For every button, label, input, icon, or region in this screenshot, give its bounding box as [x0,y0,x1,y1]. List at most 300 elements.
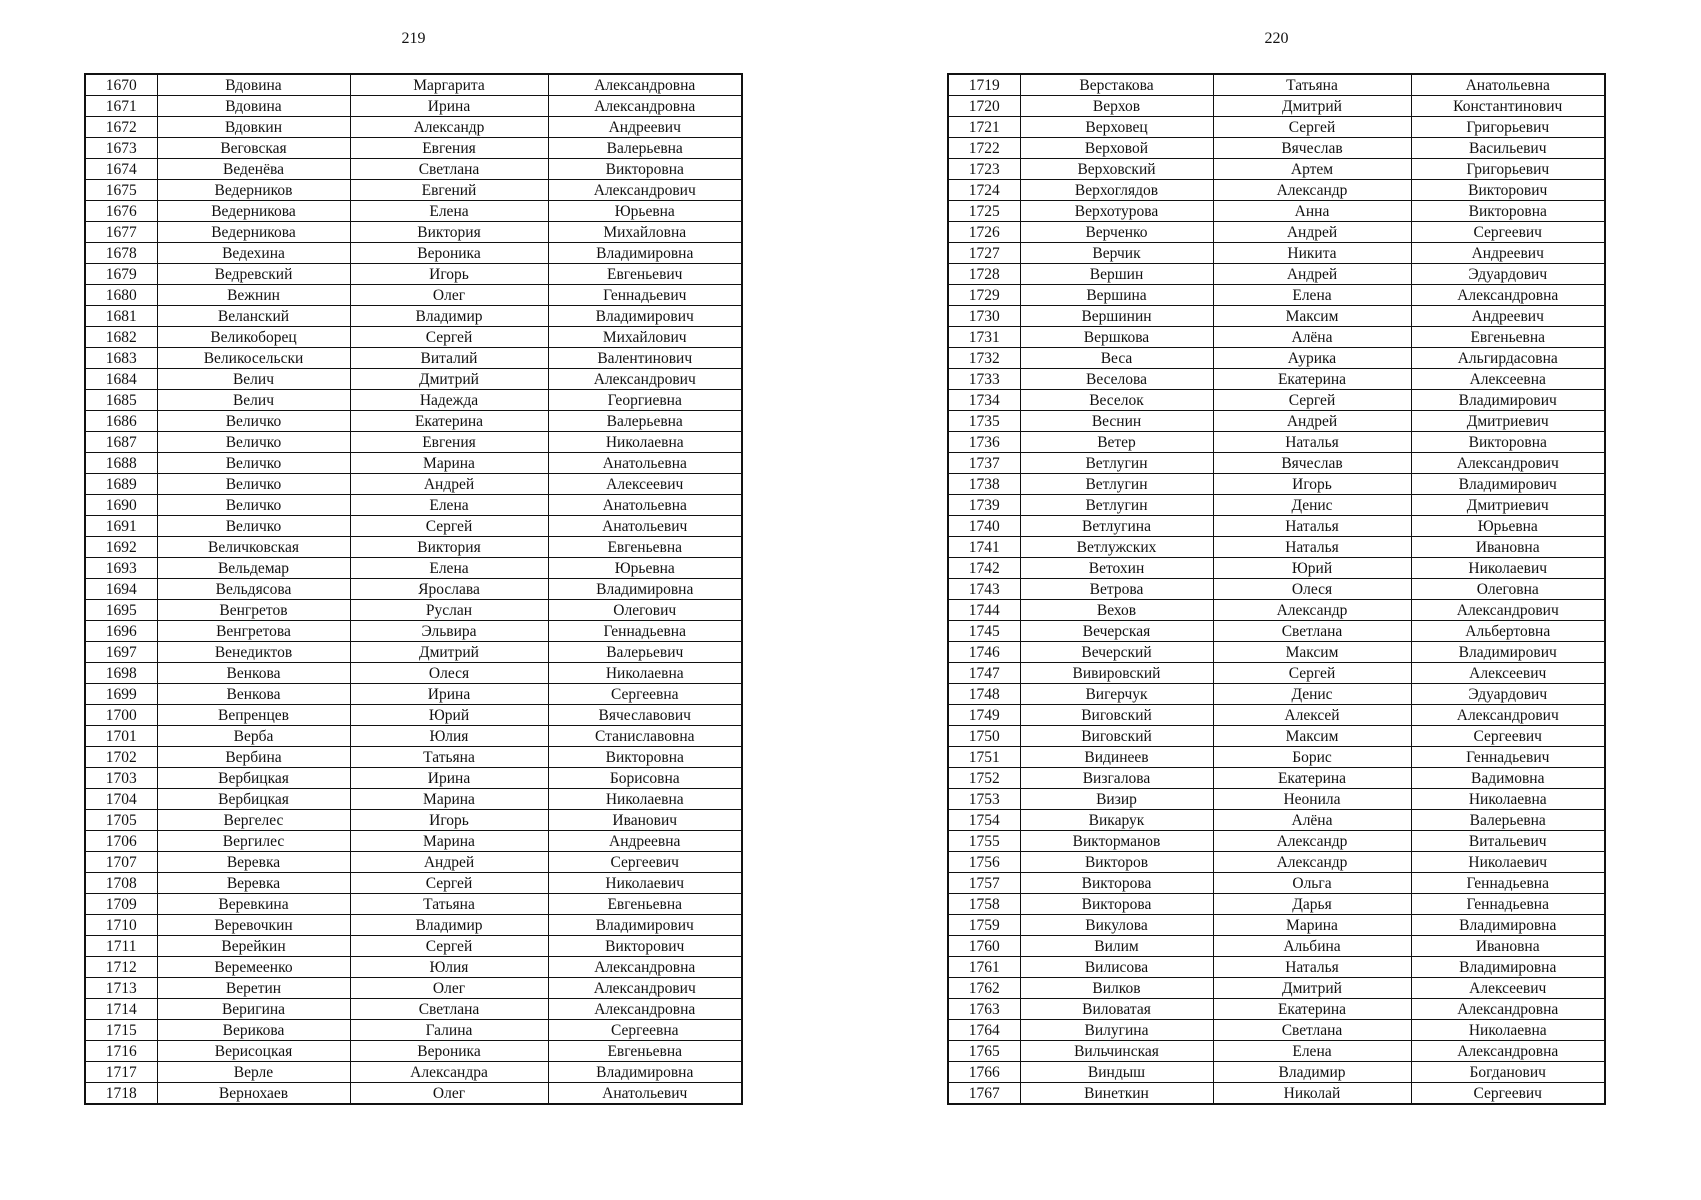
table-row [948,159,1605,180]
last-name-cell: Венедиктов [157,642,350,663]
last-name-cell: Величко [157,432,350,453]
last-name-cell: Веланский [157,306,350,327]
patronymic-cell: Геннадьевич [1411,747,1605,768]
table-row [85,621,742,642]
row-number-cell: 1727 [948,243,1020,264]
table-row [85,516,742,537]
table-row [948,747,1605,768]
row-number-cell: 1756 [948,852,1020,873]
patronymic-cell: Николаевна [548,432,742,453]
table-row [948,1062,1605,1083]
row-number-cell: 1692 [85,537,157,558]
patronymic-cell: Борисовна [548,768,742,789]
first-name-cell: Денис [1213,684,1411,705]
first-name-cell: Александра [350,1062,548,1083]
table-row [85,642,742,663]
patronymic-cell: Богданович [1411,1062,1605,1083]
row-number-cell: 1670 [85,74,157,96]
row-number-cell: 1710 [85,915,157,936]
first-name-cell: Дмитрий [1213,978,1411,999]
table-row [948,243,1605,264]
last-name-cell: Визгалова [1020,768,1213,789]
table-row [85,768,742,789]
first-name-cell: Максим [1213,726,1411,747]
table-row [948,96,1605,117]
row-number-cell: 1679 [85,264,157,285]
last-name-cell: Вергилес [157,831,350,852]
row-number-cell: 1731 [948,327,1020,348]
patronymic-cell: Владимирович [1411,474,1605,495]
row-number-cell: 1724 [948,180,1020,201]
last-name-cell: Виговский [1020,705,1213,726]
patronymic-cell: Олегович [548,600,742,621]
patronymic-cell: Владимировна [1411,957,1605,978]
patronymic-cell: Олеговна [1411,579,1605,600]
first-name-cell: Сергей [350,936,548,957]
first-name-cell: Марина [350,831,548,852]
row-number-cell: 1708 [85,873,157,894]
first-name-cell: Игорь [1213,474,1411,495]
last-name-cell: Веденёва [157,159,350,180]
row-number-cell: 1699 [85,684,157,705]
patronymic-cell: Александрович [548,369,742,390]
patronymic-cell: Владимировна [548,1062,742,1083]
row-number-cell: 1762 [948,978,1020,999]
last-name-cell: Ветер [1020,432,1213,453]
table-row [85,894,742,915]
patronymic-cell: Вячеславович [548,705,742,726]
row-number-cell: 1758 [948,894,1020,915]
last-name-cell: Вивировский [1020,663,1213,684]
first-name-cell: Олег [350,978,548,999]
first-name-cell: Надежда [350,390,548,411]
table-row [948,957,1605,978]
table-row [85,957,742,978]
table-row [85,579,742,600]
last-name-cell: Вигерчук [1020,684,1213,705]
first-name-cell: Сергей [350,327,548,348]
table-row [85,348,742,369]
last-name-cell: Вербицкая [157,768,350,789]
patronymic-cell: Александрович [1411,453,1605,474]
table-row [85,117,742,138]
table-row [948,873,1605,894]
first-name-cell: Аурика [1213,348,1411,369]
patronymic-cell: Альбертовна [1411,621,1605,642]
row-number-cell: 1693 [85,558,157,579]
patronymic-cell: Эдуардович [1411,264,1605,285]
first-name-cell: Екатерина [350,411,548,432]
table-row [948,789,1605,810]
last-name-cell: Викторова [1020,894,1213,915]
row-number-cell: 1746 [948,642,1020,663]
row-number-cell: 1671 [85,96,157,117]
first-name-cell: Екатерина [1213,999,1411,1020]
table-row [948,453,1605,474]
table-row [948,348,1605,369]
first-name-cell: Александр [1213,831,1411,852]
first-name-cell: Елена [1213,285,1411,306]
first-name-cell: Александр [350,117,548,138]
table-row [85,747,742,768]
first-name-cell: Андрей [350,852,548,873]
first-name-cell: Татьяна [1213,74,1411,96]
patronymic-cell: Юрьевна [548,558,742,579]
patronymic-cell: Станиславовна [548,726,742,747]
row-number-cell: 1684 [85,369,157,390]
first-name-cell: Владимир [350,306,548,327]
last-name-cell: Величко [157,516,350,537]
patronymic-cell: Дмитриевич [1411,411,1605,432]
patronymic-cell: Викторович [548,936,742,957]
table-row [948,537,1605,558]
patronymic-cell: Витальевич [1411,831,1605,852]
table-row [948,810,1605,831]
table-row [85,411,742,432]
patronymic-cell: Николаевна [1411,789,1605,810]
row-number-cell: 1673 [85,138,157,159]
last-name-cell: Вершинин [1020,306,1213,327]
row-number-cell: 1743 [948,579,1020,600]
row-number-cell: 1739 [948,495,1020,516]
table-row [85,138,742,159]
table-row [85,222,742,243]
last-name-cell: Верикова [157,1020,350,1041]
row-number-cell: 1672 [85,117,157,138]
last-name-cell: Ветрова [1020,579,1213,600]
row-number-cell: 1755 [948,831,1020,852]
table-row [948,831,1605,852]
patronymic-cell: Юрьевна [548,201,742,222]
patronymic-cell: Геннадьевич [548,285,742,306]
row-number-cell: 1689 [85,474,157,495]
table-row [948,621,1605,642]
patronymic-cell: Александровна [1411,1041,1605,1062]
row-number-cell: 1716 [85,1041,157,1062]
last-name-cell: Викторманов [1020,831,1213,852]
patronymic-cell: Алексеевич [548,474,742,495]
last-name-cell: Венгретов [157,600,350,621]
table-row [948,936,1605,957]
first-name-cell: Никита [1213,243,1411,264]
table-row [948,222,1605,243]
last-name-cell: Вельдемар [157,558,350,579]
first-name-cell: Ирина [350,96,548,117]
row-number-cell: 1703 [85,768,157,789]
patronymic-cell: Валерьевич [548,642,742,663]
first-name-cell: Денис [1213,495,1411,516]
row-number-cell: 1707 [85,852,157,873]
row-number-cell: 1709 [85,894,157,915]
table-row [85,726,742,747]
last-name-cell: Вилисова [1020,957,1213,978]
table-row [948,201,1605,222]
row-number-cell: 1712 [85,957,157,978]
row-number-cell: 1688 [85,453,157,474]
last-name-cell: Вдовина [157,96,350,117]
first-name-cell: Алёна [1213,327,1411,348]
first-name-cell: Олег [350,285,548,306]
row-number-cell: 1764 [948,1020,1020,1041]
table-row [85,327,742,348]
first-name-cell: Елена [350,558,548,579]
patronymic-cell: Григорьевич [1411,117,1605,138]
row-number-cell: 1706 [85,831,157,852]
table-row [948,516,1605,537]
row-number-cell: 1765 [948,1041,1020,1062]
patronymic-cell: Александровна [548,74,742,96]
first-name-cell: Елена [1213,1041,1411,1062]
last-name-cell: Верстакова [1020,74,1213,96]
last-name-cell: Видинеев [1020,747,1213,768]
patronymic-cell: Евгеньевна [548,894,742,915]
patronymic-cell: Викторовна [548,159,742,180]
first-name-cell: Евгения [350,432,548,453]
first-name-cell: Эльвира [350,621,548,642]
first-name-cell: Владимир [1213,1062,1411,1083]
row-number-cell: 1722 [948,138,1020,159]
row-number-cell: 1728 [948,264,1020,285]
last-name-cell: Вепренцев [157,705,350,726]
table-row [85,159,742,180]
first-name-cell: Елена [350,201,548,222]
table-row [948,180,1605,201]
last-name-cell: Ветлугин [1020,453,1213,474]
patronymic-cell: Александрович [1411,705,1605,726]
patronymic-cell: Геннадьевна [1411,894,1605,915]
patronymic-cell: Андреевич [548,117,742,138]
table-row [948,852,1605,873]
patronymic-cell: Анатольевич [548,1083,742,1105]
last-name-cell: Ведехина [157,243,350,264]
patronymic-cell: Викторович [1411,180,1605,201]
row-number-cell: 1720 [948,96,1020,117]
roster-table [947,73,1606,1105]
first-name-cell: Сергей [1213,390,1411,411]
patronymic-cell: Николаевна [548,663,742,684]
patronymic-cell: Ивановна [1411,537,1605,558]
row-number-cell: 1767 [948,1083,1020,1105]
first-name-cell: Игорь [350,264,548,285]
last-name-cell: Ветлужских [1020,537,1213,558]
first-name-cell: Татьяна [350,894,548,915]
first-name-cell: Сергей [350,873,548,894]
first-name-cell: Дмитрий [1213,96,1411,117]
first-name-cell: Сергей [1213,117,1411,138]
row-number-cell: 1711 [85,936,157,957]
first-name-cell: Александр [1213,600,1411,621]
first-name-cell: Игорь [350,810,548,831]
last-name-cell: Вершин [1020,264,1213,285]
first-name-cell: Наталья [1213,432,1411,453]
patronymic-cell: Алексеевна [1411,369,1605,390]
row-number-cell: 1705 [85,810,157,831]
row-number-cell: 1691 [85,516,157,537]
last-name-cell: Веселок [1020,390,1213,411]
patronymic-cell: Сергеевич [1411,1083,1605,1105]
patronymic-cell: Андреевна [548,831,742,852]
row-number-cell: 1675 [85,180,157,201]
last-name-cell: Вечерский [1020,642,1213,663]
first-name-cell: Анна [1213,201,1411,222]
row-number-cell: 1744 [948,600,1020,621]
last-name-cell: Верхотурова [1020,201,1213,222]
row-number-cell: 1754 [948,810,1020,831]
table-row [85,243,742,264]
last-name-cell: Вернохаев [157,1083,350,1105]
row-number-cell: 1690 [85,495,157,516]
patronymic-cell: Владимировна [548,243,742,264]
last-name-cell: Вильчинская [1020,1041,1213,1062]
table-row [85,180,742,201]
row-number-cell: 1761 [948,957,1020,978]
row-number-cell: 1719 [948,74,1020,96]
first-name-cell: Елена [350,495,548,516]
last-name-cell: Вежнин [157,285,350,306]
patronymic-cell: Анатольевна [1411,74,1605,96]
last-name-cell: Вербицкая [157,789,350,810]
patronymic-cell: Николаевна [548,789,742,810]
last-name-cell: Ветохин [1020,558,1213,579]
last-name-cell: Верховой [1020,138,1213,159]
first-name-cell: Евгения [350,138,548,159]
patronymic-cell: Николаевич [548,873,742,894]
last-name-cell: Венгретова [157,621,350,642]
last-name-cell: Веретин [157,978,350,999]
first-name-cell: Николай [1213,1083,1411,1105]
table-row [948,558,1605,579]
table-row [85,558,742,579]
first-name-cell: Наталья [1213,537,1411,558]
patronymic-cell: Анатольевна [548,495,742,516]
last-name-cell: Веремеенко [157,957,350,978]
first-name-cell: Олеся [1213,579,1411,600]
last-name-cell: Виловатая [1020,999,1213,1020]
first-name-cell: Альбина [1213,936,1411,957]
table-row [85,1041,742,1062]
last-name-cell: Велич [157,390,350,411]
patronymic-cell: Александрович [1411,600,1605,621]
last-name-cell: Вдовкин [157,117,350,138]
last-name-cell: Ведерникова [157,201,350,222]
row-number-cell: 1753 [948,789,1020,810]
first-name-cell: Светлана [1213,1020,1411,1041]
last-name-cell: Величко [157,474,350,495]
first-name-cell: Вероника [350,1041,548,1062]
table-row [948,642,1605,663]
row-number-cell: 1686 [85,411,157,432]
patronymic-cell: Алексеевич [1411,663,1605,684]
last-name-cell: Верчик [1020,243,1213,264]
table-row [85,495,742,516]
row-number-cell: 1683 [85,348,157,369]
first-name-cell: Андрей [1213,411,1411,432]
row-number-cell: 1701 [85,726,157,747]
last-name-cell: Верле [157,1062,350,1083]
row-number-cell: 1695 [85,600,157,621]
row-number-cell: 1745 [948,621,1020,642]
row-number-cell: 1674 [85,159,157,180]
first-name-cell: Дмитрий [350,642,548,663]
page-number: 219 [401,30,426,47]
last-name-cell: Велич [157,369,350,390]
first-name-cell: Наталья [1213,516,1411,537]
last-name-cell: Винеткин [1020,1083,1213,1105]
patronymic-cell: Викторовна [1411,201,1605,222]
table-row [85,999,742,1020]
row-number-cell: 1694 [85,579,157,600]
row-number-cell: 1763 [948,999,1020,1020]
first-name-cell: Вячеслав [1213,453,1411,474]
table-row [85,306,742,327]
last-name-cell: Веревка [157,852,350,873]
row-number-cell: 1718 [85,1083,157,1105]
row-number-cell: 1676 [85,201,157,222]
first-name-cell: Ярослава [350,579,548,600]
table-row [948,894,1605,915]
row-number-cell: 1713 [85,978,157,999]
patronymic-cell: Сергеевич [1411,726,1605,747]
row-number-cell: 1704 [85,789,157,810]
row-number-cell: 1680 [85,285,157,306]
last-name-cell: Викарук [1020,810,1213,831]
last-name-cell: Веснин [1020,411,1213,432]
first-name-cell: Виталий [350,348,548,369]
row-number-cell: 1698 [85,663,157,684]
first-name-cell: Марина [350,789,548,810]
patronymic-cell: Евгеньевна [548,537,742,558]
table-row [85,936,742,957]
last-name-cell: Венкова [157,684,350,705]
table-row [85,453,742,474]
last-name-cell: Визир [1020,789,1213,810]
patronymic-cell: Андреевич [1411,306,1605,327]
first-name-cell: Ирина [350,684,548,705]
patronymic-cell: Геннадьевна [548,621,742,642]
table-row [85,432,742,453]
patronymic-cell: Владимировна [1411,915,1605,936]
table-row [85,600,742,621]
patronymic-cell: Анатольевна [548,453,742,474]
patronymic-cell: Константинович [1411,96,1605,117]
row-number-cell: 1700 [85,705,157,726]
table-row [85,978,742,999]
first-name-cell: Владимир [350,915,548,936]
table-row [948,1083,1605,1105]
last-name-cell: Веригина [157,999,350,1020]
row-number-cell: 1677 [85,222,157,243]
row-number-cell: 1723 [948,159,1020,180]
row-number-cell: 1751 [948,747,1020,768]
row-number-cell: 1685 [85,390,157,411]
table-row [948,978,1605,999]
table-row [948,600,1605,621]
table-row [948,684,1605,705]
row-number-cell: 1714 [85,999,157,1020]
patronymic-cell: Владимирович [1411,642,1605,663]
last-name-cell: Верхов [1020,96,1213,117]
patronymic-cell: Евгеньевна [548,1041,742,1062]
row-number-cell: 1696 [85,621,157,642]
row-number-cell: 1681 [85,306,157,327]
table-row [85,74,742,96]
last-name-cell: Вечерская [1020,621,1213,642]
first-name-cell: Максим [1213,306,1411,327]
last-name-cell: Вдовина [157,74,350,96]
row-number-cell: 1721 [948,117,1020,138]
table-row [948,285,1605,306]
row-number-cell: 1738 [948,474,1020,495]
